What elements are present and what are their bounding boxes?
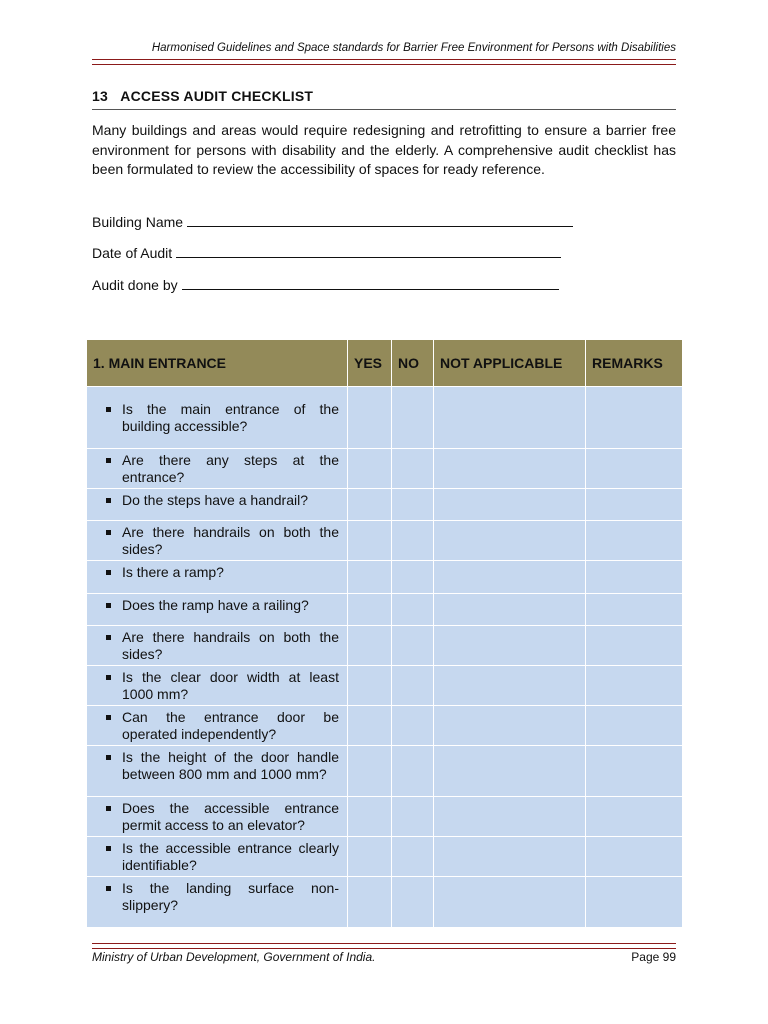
remarks-cell[interactable] (586, 877, 683, 928)
no-cell[interactable] (392, 449, 434, 489)
not-applicable-cell[interactable] (434, 746, 586, 797)
remarks-cell[interactable] (586, 626, 683, 666)
remarks-cell[interactable] (586, 561, 683, 594)
no-cell[interactable] (392, 387, 434, 449)
building-name-field[interactable] (92, 212, 573, 230)
audit-done-by-label: Audit done by (92, 277, 178, 293)
not-applicable-cell[interactable] (434, 797, 586, 837)
header-remarks: REMARKS (586, 340, 683, 387)
yes-cell[interactable] (348, 626, 392, 666)
yes-cell[interactable] (348, 837, 392, 877)
question-cell (87, 387, 348, 449)
table-row (87, 706, 683, 746)
table-row (87, 521, 683, 561)
no-cell[interactable] (392, 706, 434, 746)
question-cell (87, 594, 348, 626)
yes-cell[interactable] (348, 449, 392, 489)
footer-rule (92, 943, 676, 949)
remarks-cell[interactable] (586, 489, 683, 521)
not-applicable-cell[interactable] (434, 521, 586, 561)
no-cell[interactable] (392, 489, 434, 521)
no-cell[interactable] (392, 594, 434, 626)
table-row (87, 877, 683, 928)
not-applicable-cell[interactable] (434, 449, 586, 489)
table-row (87, 449, 683, 489)
yes-cell[interactable] (348, 797, 392, 837)
header-not-applicable: NOT APPLICABLE (434, 340, 586, 387)
no-cell[interactable] (392, 561, 434, 594)
not-applicable-cell[interactable] (434, 561, 586, 594)
question-cell (87, 706, 348, 746)
remarks-cell[interactable] (586, 666, 683, 706)
question-text: Does the ramp have a railing? (103, 597, 339, 614)
audit-checklist-table (86, 339, 683, 928)
not-applicable-cell[interactable] (434, 489, 586, 521)
building-name-label: Building Name (92, 214, 184, 230)
question-text: Is the accessible entrance clearly identifiable? (103, 840, 339, 873)
yes-cell[interactable] (348, 594, 392, 626)
header-main-entrance: 1. MAIN ENTRANCE (87, 340, 348, 387)
audit-done-by-line[interactable] (182, 275, 559, 290)
remarks-cell[interactable] (586, 706, 683, 746)
not-applicable-cell[interactable] (434, 877, 586, 928)
question-cell (87, 877, 348, 928)
question-text: Is there a ramp? (103, 564, 339, 581)
question-text: Do the steps have a handrail? (103, 492, 339, 509)
remarks-cell[interactable] (586, 521, 683, 561)
not-applicable-cell[interactable] (434, 387, 586, 449)
no-cell[interactable] (392, 837, 434, 877)
question-cell (87, 561, 348, 594)
table-row (87, 797, 683, 837)
table-row (87, 837, 683, 877)
audit-done-by-field[interactable] (92, 275, 559, 293)
question-cell (87, 746, 348, 797)
no-cell[interactable] (392, 521, 434, 561)
yes-cell[interactable] (348, 746, 392, 797)
date-of-audit-field[interactable] (92, 243, 561, 261)
header-rule (92, 59, 676, 65)
not-applicable-cell[interactable] (434, 706, 586, 746)
remarks-cell[interactable] (586, 837, 683, 877)
yes-cell[interactable] (348, 489, 392, 521)
question-text: Is the main entrance of the building accessible? (103, 401, 339, 434)
question-cell (87, 797, 348, 837)
remarks-cell[interactable] (586, 746, 683, 797)
date-of-audit-line[interactable] (176, 243, 561, 258)
yes-cell[interactable] (348, 666, 392, 706)
header-yes: YES (348, 340, 392, 387)
question-text: Is the landing surface non-slippery? (103, 880, 339, 913)
not-applicable-cell[interactable] (434, 837, 586, 877)
footer-publisher: Ministry of Urban Development, Government of India. (92, 950, 376, 964)
question-text: Are there handrails on both the sides? (103, 629, 339, 662)
question-cell (87, 666, 348, 706)
remarks-cell[interactable] (586, 449, 683, 489)
table-row (87, 626, 683, 666)
no-cell[interactable] (392, 626, 434, 666)
section-title-text: ACCESS AUDIT CHECKLIST (120, 88, 314, 104)
question-cell (87, 489, 348, 521)
table-row (87, 489, 683, 521)
yes-cell[interactable] (348, 521, 392, 561)
not-applicable-cell[interactable] (434, 666, 586, 706)
table-row (87, 387, 683, 449)
question-text: Are there any steps at the entrance? (103, 452, 339, 485)
question-cell (87, 521, 348, 561)
remarks-cell[interactable] (586, 387, 683, 449)
section-title (92, 88, 313, 104)
table-row (87, 561, 683, 594)
question-cell (87, 626, 348, 666)
page-number: Page 99 (631, 950, 676, 964)
yes-cell[interactable] (348, 387, 392, 449)
yes-cell[interactable] (348, 561, 392, 594)
not-applicable-cell[interactable] (434, 626, 586, 666)
question-text: Can the entrance door be operated independently? (103, 709, 339, 742)
yes-cell[interactable] (348, 877, 392, 928)
running-header: Harmonised Guidelines and Space standards for Barrier Free Environment for Persons with Disabilities (151, 42, 676, 54)
question-text: Does the accessible entrance permit access to an elevator? (103, 800, 339, 833)
date-of-audit-label: Date of Audit (92, 245, 173, 261)
no-cell[interactable] (392, 877, 434, 928)
question-text: Is the clear door width at least 1000 mm? (103, 669, 339, 702)
table-row (87, 666, 683, 706)
yes-cell[interactable] (348, 706, 392, 746)
remarks-cell[interactable] (586, 797, 683, 837)
table-row (87, 594, 683, 626)
section-number: 13 (92, 88, 108, 104)
no-cell[interactable] (392, 666, 434, 706)
table-row (87, 746, 683, 797)
question-text: Is the height of the door handle between 800 mm and 1000 mm? (103, 749, 339, 782)
section-rule (92, 109, 676, 110)
not-applicable-cell[interactable] (434, 594, 586, 626)
table-header-row (87, 340, 683, 387)
intro-paragraph: Many buildings and areas would require redesigning and retrofitting to ensure a barrier free environment for persons with disability and the elderly. A comprehensive audit checklist has been formulated to review the accessibility of spaces for ready reference. (92, 122, 676, 177)
question-text: Are there handrails on both the sides? (103, 524, 339, 557)
question-cell (87, 837, 348, 877)
no-cell[interactable] (392, 746, 434, 797)
header-no: NO (392, 340, 434, 387)
question-cell (87, 449, 348, 489)
no-cell[interactable] (392, 797, 434, 837)
remarks-cell[interactable] (586, 594, 683, 626)
building-name-line[interactable] (187, 212, 573, 227)
